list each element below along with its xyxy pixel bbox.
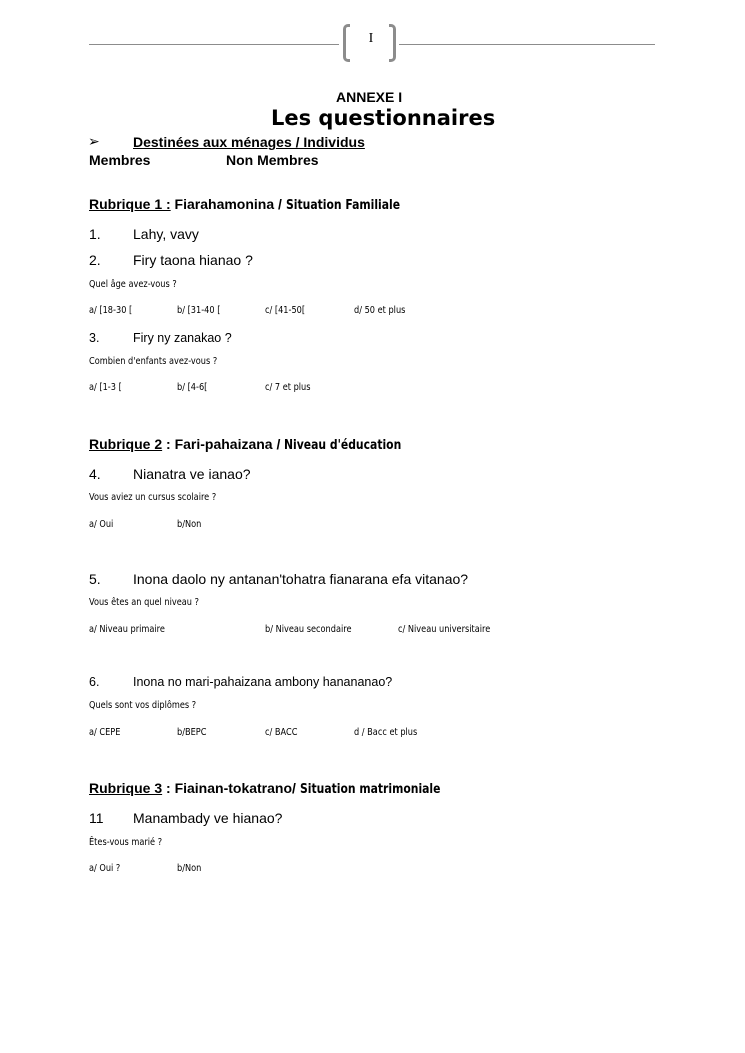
q2-text: Firy taona hianao ? — [133, 252, 253, 268]
q2-option-c: c/ [41-50[ — [265, 305, 306, 316]
q2-french: Quel âge avez-vous ? — [89, 279, 177, 290]
header-rule-right — [399, 44, 655, 45]
arrow-bullet-icon: ➢ — [88, 134, 100, 150]
q1-text: Lahy, vavy — [133, 226, 199, 242]
rubrique-2-heading — [89, 436, 431, 453]
q4-option-b: b/Non — [177, 519, 202, 530]
q1-number: 1. — [89, 226, 101, 242]
q3-number: 3. — [89, 331, 100, 345]
rubrique-1-heading — [89, 196, 428, 213]
rubrique-3-title-mg: : Fiainan-tokatrano/ — [162, 780, 300, 796]
q11-number: 11 — [89, 810, 104, 826]
q6-option-d: d / Bacc et plus — [354, 727, 418, 738]
q6-option-b: b/BEPC — [177, 727, 207, 738]
q5-french: Vous êtes an quel niveau ? — [89, 597, 199, 608]
q2-option-b: b/ [31-40 [ — [177, 305, 221, 316]
rubrique-3-heading — [89, 780, 475, 797]
q5-option-b: b/ Niveau secondaire — [265, 624, 352, 635]
q2-option-d: d/ 50 et plus — [354, 305, 406, 316]
q11-french: Êtes-vous marié ? — [89, 837, 163, 848]
rubrique-2-title-fr: Niveau d'éducation — [284, 437, 402, 453]
q11-option-b: b/Non — [177, 863, 202, 874]
q4-text: Nianatra ve ianao? — [133, 466, 251, 482]
rubrique-1-label: Rubrique 1 : — [89, 196, 171, 212]
rubrique-3-label: Rubrique 3 — [89, 780, 163, 796]
q3-text: Firy ny zanakao ? — [133, 331, 232, 345]
q3-option-c: c/ 7 et plus — [265, 382, 311, 393]
annex-label: ANNEXE I — [336, 89, 403, 105]
non-membres-label: Non Membres — [226, 152, 319, 168]
rubrique-2-label: Rubrique 2 — [89, 436, 163, 452]
q3-option-b: b/ [4-6[ — [177, 382, 208, 393]
q5-option-c: c/ Niveau universitaire — [398, 624, 491, 635]
right-brace-icon — [389, 24, 396, 62]
membres-label: Membres — [89, 152, 151, 168]
q5-option-a: a/ Niveau primaire — [89, 624, 165, 635]
q6-french: Quels sont vos diplômes ? — [89, 700, 197, 711]
q6-option-c: c/ BACC — [265, 727, 298, 738]
q11-option-a: a/ Oui ? — [89, 863, 121, 874]
q2-option-a: a/ [18-30 [ — [89, 305, 133, 316]
q4-number: 4. — [89, 466, 101, 482]
page-number: I — [368, 31, 374, 46]
q6-option-a: a/ CEPE — [89, 727, 121, 738]
page-title: Les questionnaires — [271, 106, 496, 130]
q6-number: 6. — [89, 675, 100, 689]
q5-number: 5. — [89, 571, 101, 587]
q5-text: Inona daolo ny antanan'tohatra fianarana efa vitanao? — [133, 571, 469, 587]
header-rule-left — [89, 44, 339, 45]
rubrique-1-title-mg: Fiarahamonina / — [170, 196, 286, 212]
rubrique-2-title-mg: : Fari-pahaizana / — [162, 436, 285, 452]
q4-french: Vous aviez un cursus scolaire ? — [89, 492, 217, 503]
q6-text: Inona no mari-pahaizana ambony hanananao? — [133, 675, 393, 689]
subtitle: Destinées aux ménages / Individus — [133, 134, 365, 150]
q4-option-a: a/ Oui — [89, 519, 114, 530]
q11-text: Manambady ve hianao? — [133, 810, 283, 826]
q3-option-a: a/ [1-3 [ — [89, 382, 122, 393]
rubrique-1-title-fr: Situation Familiale — [285, 197, 400, 213]
left-brace-icon — [343, 24, 350, 62]
q2-number: 2. — [89, 252, 101, 268]
q3-french: Combien d'enfants avez-vous ? — [89, 356, 218, 367]
rubrique-3-title-fr: Situation matrimoniale — [299, 781, 441, 797]
